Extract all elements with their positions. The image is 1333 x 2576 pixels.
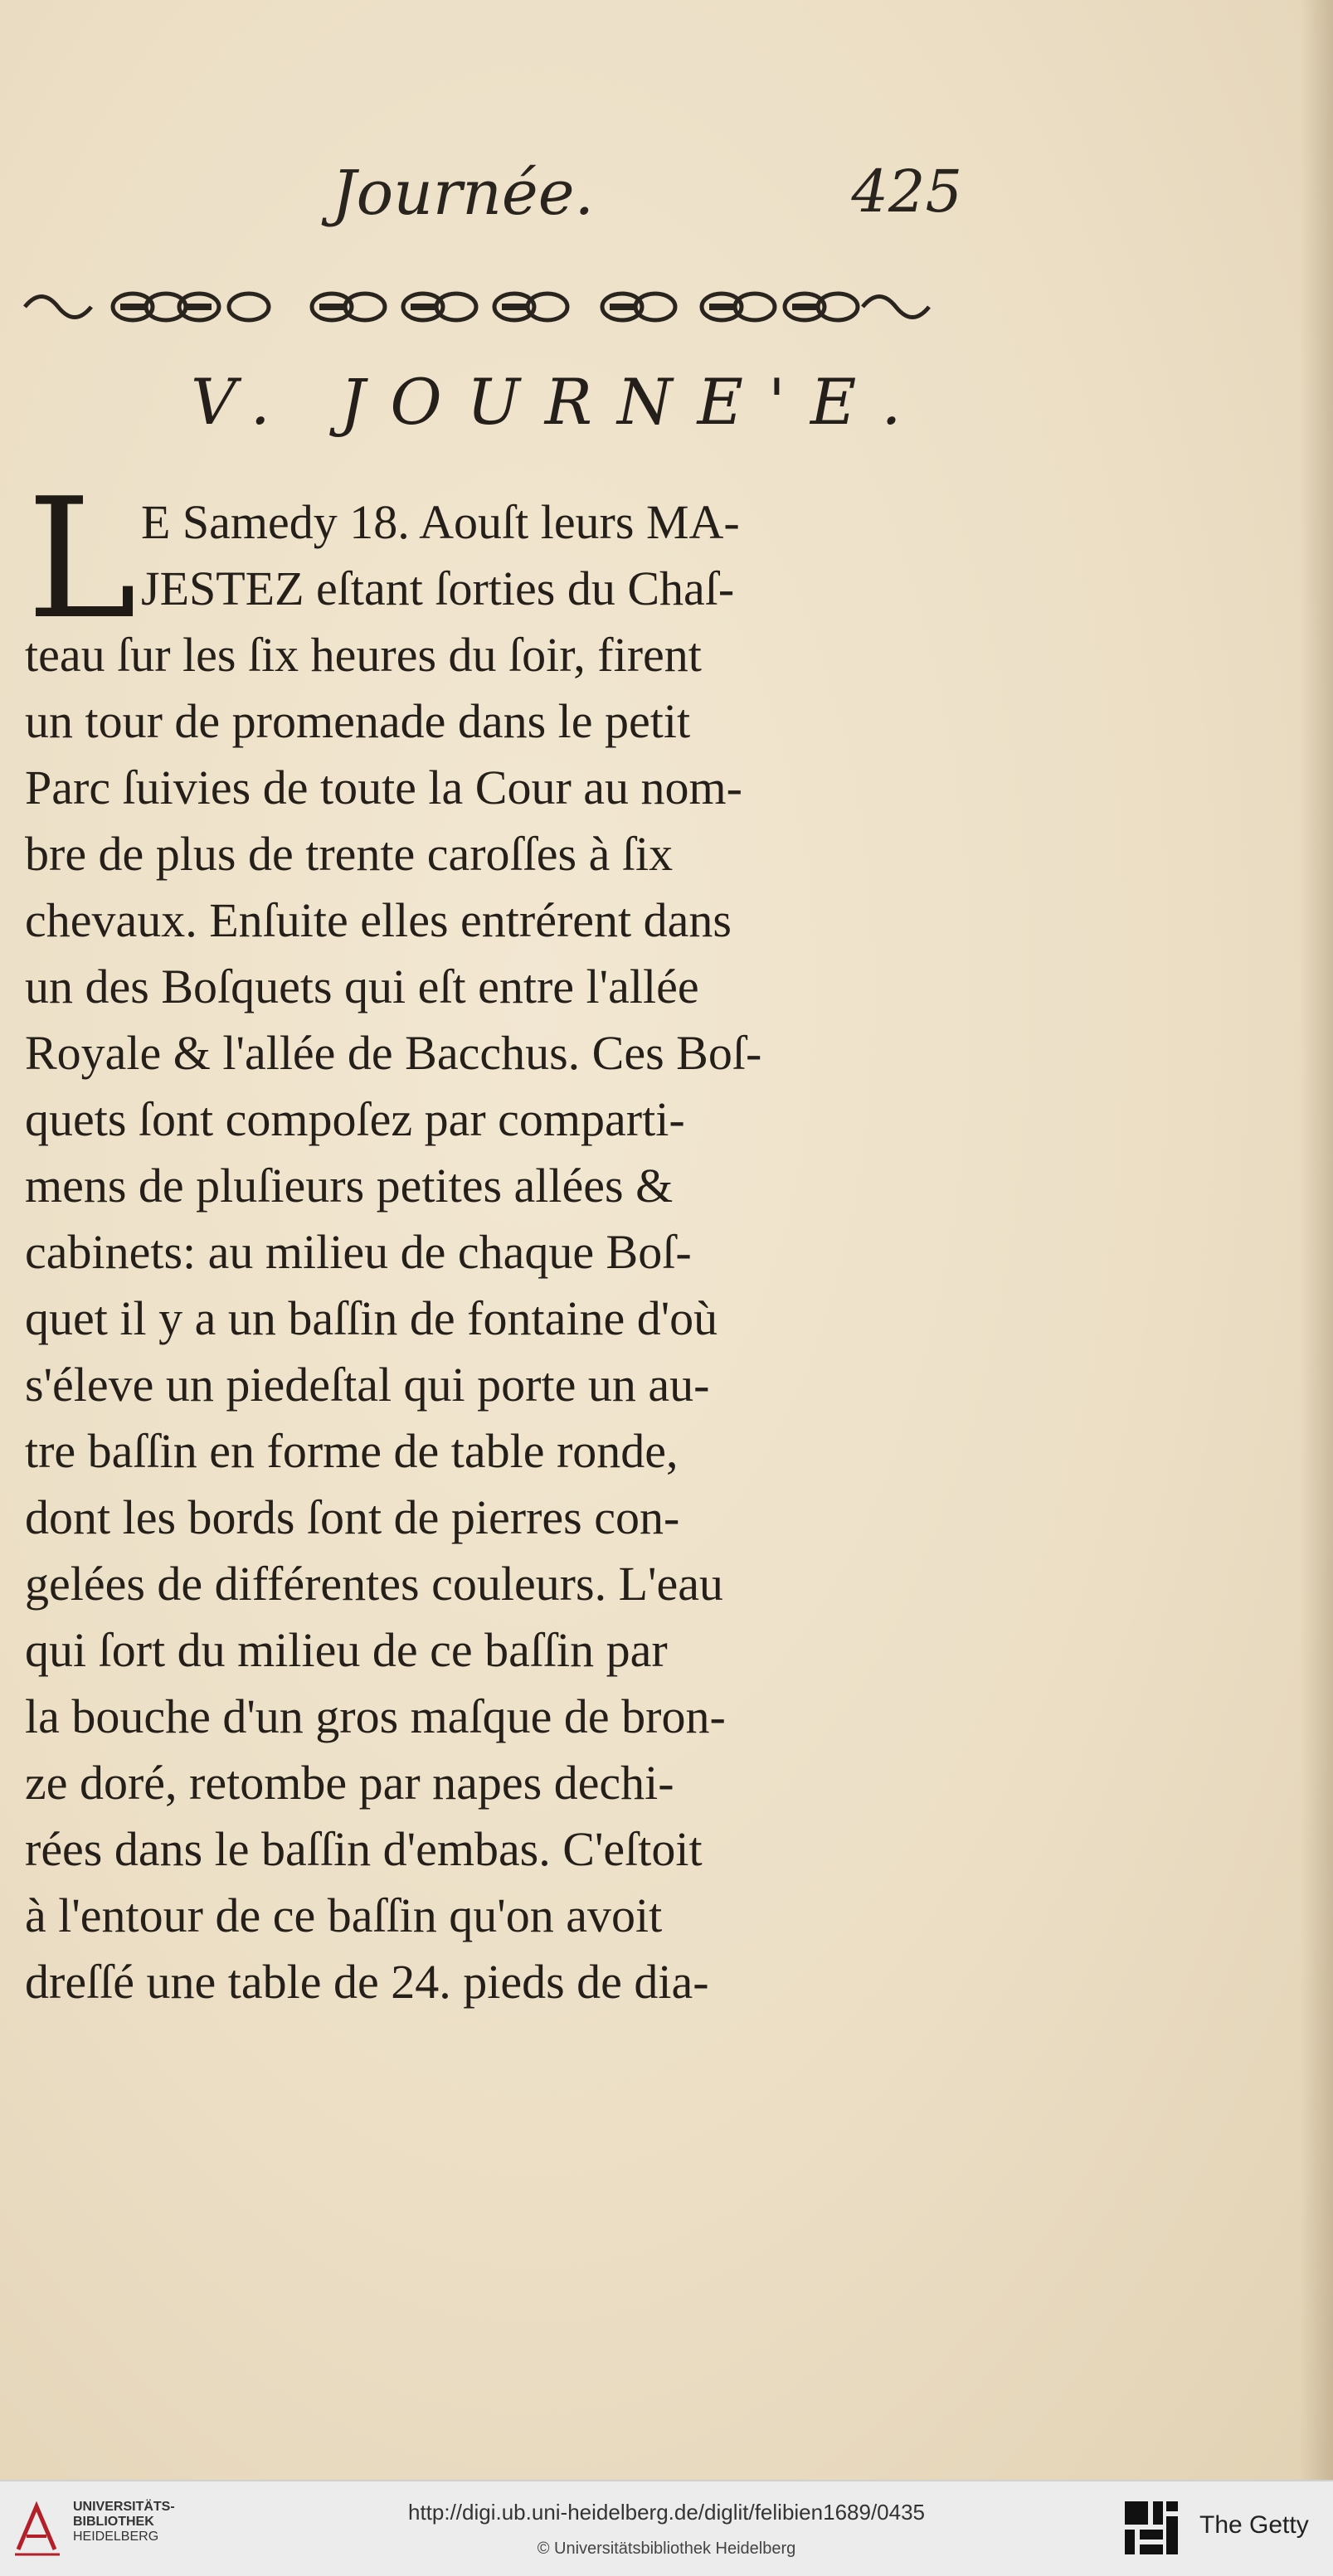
page-number: 425: [851, 158, 962, 226]
text-line: la bouche d'un gros maſque de bron-: [25, 1689, 726, 1743]
text-line: un tour de promenade dans le petit: [25, 694, 691, 748]
text-line: bre de plus de trente caroſſes à ſix: [25, 827, 674, 881]
text-line: ze doré, retombe par napes dechi-: [25, 1756, 674, 1810]
getty-logo-icon: [1121, 2498, 1181, 2558]
uni-name-line: UNIVERSITÄTS-: [73, 2500, 175, 2514]
text-line: JESTEZ eſtant ſorties du Chaſ-: [141, 561, 735, 615]
copyright-notice: © Universitätsbibliothek Heidelberg: [537, 2540, 796, 2558]
text-line: tre baſſin en forme de table ronde,: [25, 1424, 679, 1478]
text-line: à l'entour de ce baſſin qu'on avoit: [25, 1888, 663, 1942]
uni-name-line: BIBLIOTHEK: [73, 2515, 154, 2529]
text-line: dont les bords ſont de pierres con-: [25, 1490, 680, 1544]
ornament-band: [17, 282, 937, 332]
text-line: un des Boſquets qui eſt entre l'allée: [25, 960, 699, 1013]
text-line: teau ſur les ſix heures du ſoir, firent: [25, 628, 702, 682]
text-line: Parc ſuivies de toute la Cour au nom-: [25, 761, 742, 814]
text-line: quet il y a un baſſin de fontaine d'où: [25, 1291, 718, 1345]
text-line: s'éleve un piedeſtal qui porte un au-: [25, 1358, 710, 1412]
permalink-url[interactable]: http://digi.ub.uni-heidelberg.de/diglit/felibien1689/0435: [407, 2500, 926, 2525]
text-line: dreſſé une table de 24. pieds de dia-: [25, 1955, 709, 2009]
running-head: [332, 158, 962, 232]
drop-cap: L: [27, 463, 137, 656]
text-line: cabinets: au milieu de chaque Boſ-: [25, 1225, 692, 1279]
text-line: E Samedy 18. Aouſt leurs MA-: [141, 495, 740, 549]
running-title: Journée.: [332, 158, 595, 229]
partner-name: The Getty: [1199, 2511, 1309, 2539]
text-line: qui ſort du milieu de ce baſſin par: [25, 1623, 668, 1677]
viewer-footer: [0, 2480, 1333, 2576]
text-line: quets ſont compoſez par comparti-: [25, 1092, 685, 1146]
text-line: chevaux. Enſuite elles entrérent dans: [25, 893, 732, 947]
text-line: Royale & l'allée de Bacchus. Ces Boſ-: [25, 1026, 762, 1080]
text-line: mens de pluſieurs petites allées &: [25, 1159, 674, 1213]
uni-name-line: HEIDELBERG: [73, 2530, 159, 2544]
chapter-heading: V. JOURNE'E.: [191, 365, 927, 439]
page-gutter-shadow: [1300, 0, 1333, 2480]
text-line: rées dans le baſſin d'embas. C'eſtoit: [25, 1822, 703, 1876]
text-line: gelées de différentes couleurs. L'eau: [25, 1557, 723, 1611]
